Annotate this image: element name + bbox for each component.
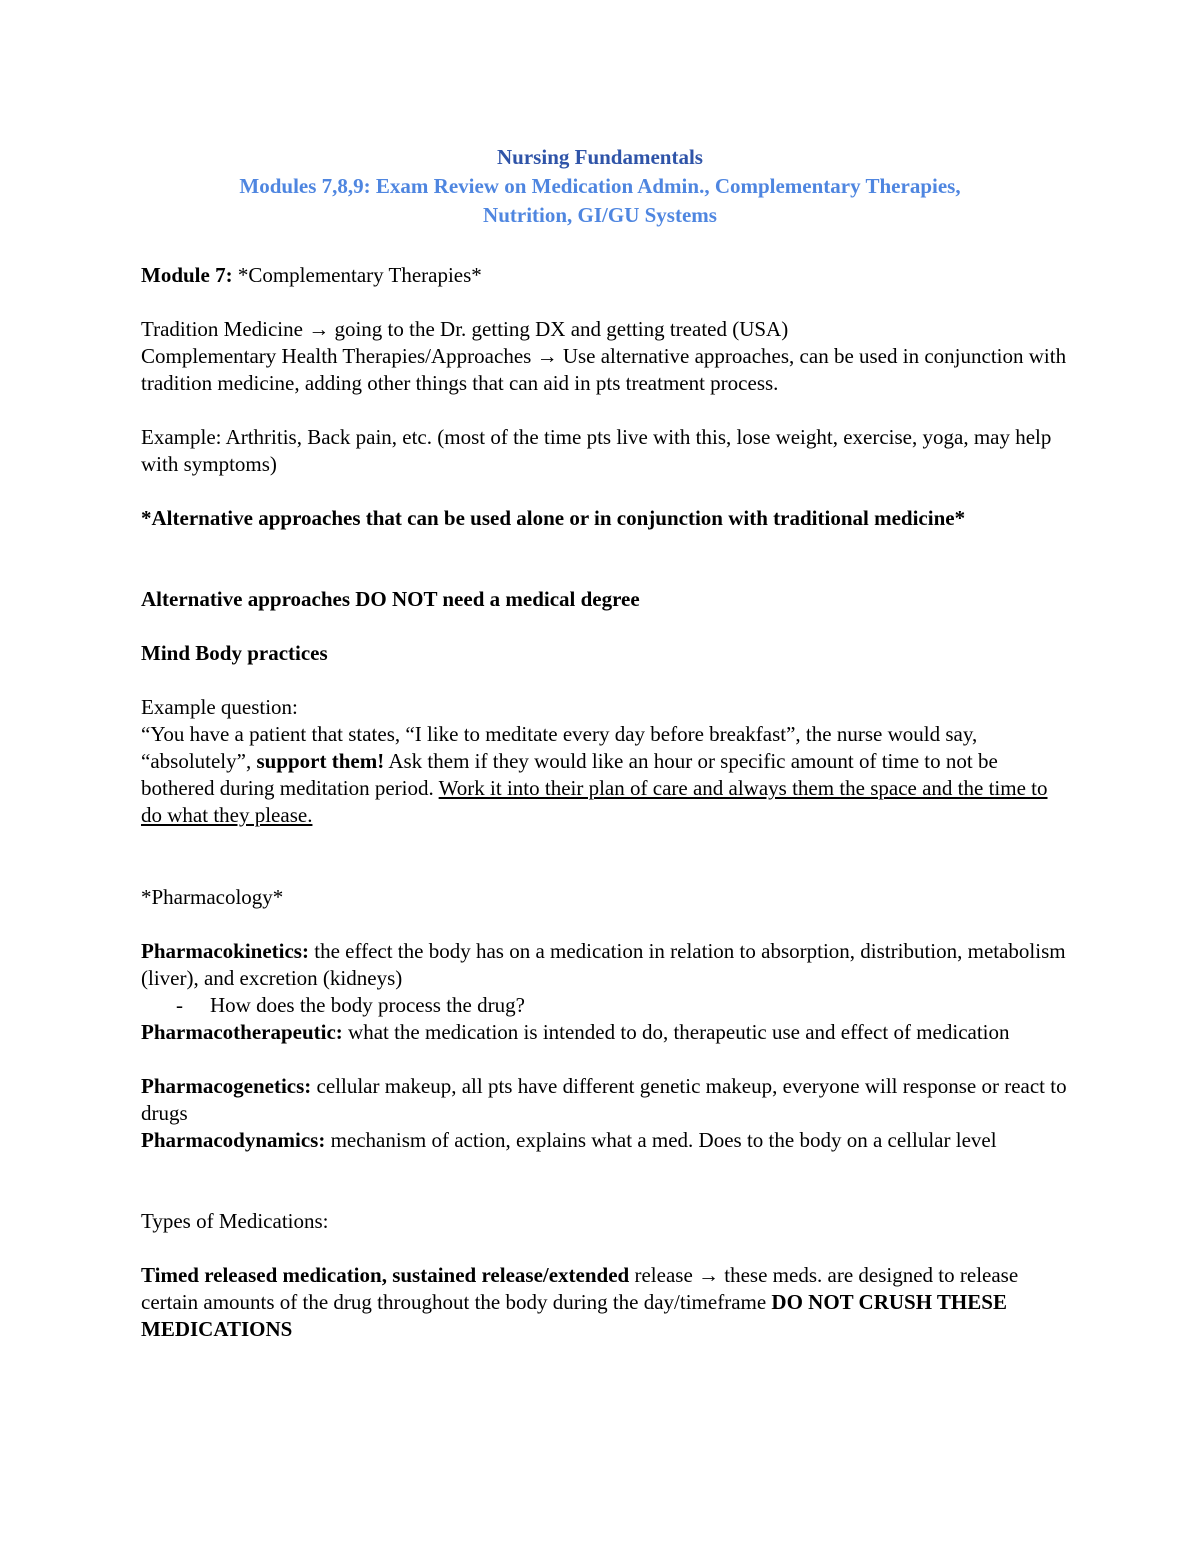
pharmacokinetics-term: Pharmacokinetics:: [141, 939, 309, 963]
example-question-label: Example question:: [141, 695, 298, 719]
plan-of-care-underlined: Work it into their plan of care and always them the space and the time to do what they please.: [141, 776, 1048, 827]
pharmacodynamics-desc: mechanism of action, explains what a med. Does to the body on a cellular level: [325, 1128, 997, 1152]
complementary-term: Complementary Health Therapies/Approaches: [141, 344, 537, 368]
alternative-alone-statement: *Alternative approaches that can be used alone or in conjunction with traditional medicine*: [141, 506, 966, 530]
example-question: [141, 694, 1071, 829]
arrow-right-icon: →: [698, 1263, 720, 1287]
document-title: Nursing Fundamentals: [497, 145, 703, 169]
timed-release-paragraph: [141, 1262, 1071, 1343]
document-subtitle-line1: Modules 7,8,9: Exam Review on Medication Admin., Complementary Therapies,: [239, 174, 961, 198]
pharmacodynamics-term: Pharmacodynamics:: [141, 1128, 326, 1152]
timed-release-term: Timed released medication, sustained release/extended: [141, 1263, 630, 1287]
support-them-emphasis: support them!: [256, 749, 385, 773]
tradition-medicine-paragraph: [141, 316, 1071, 397]
alternative-degree-statement: Alternative approaches DO NOT need a medical degree: [141, 587, 640, 611]
arrow-right-icon: →: [536, 344, 558, 368]
module7-topic: *Complementary Therapies*: [232, 263, 482, 287]
document-subtitle-line2: Nutrition, GI/GU Systems: [483, 203, 717, 227]
do-not-crush-warning: DO NOT CRUSH THESE MEDICATIONS: [141, 1290, 1007, 1341]
example-question-part2: Ask them if they would like an hour or specific amount of time to not be bothered during meditation period.: [141, 749, 998, 800]
timed-release-desc: these meds. are designed to release certain amounts of the drug throughout the body during the day/timeframe: [141, 1263, 1019, 1314]
pharmacogenetics-term: Pharmacogenetics:: [141, 1074, 312, 1098]
tradition-desc: going to the Dr. getting DX and getting treated (USA): [329, 317, 789, 341]
arrow-right-icon: →: [308, 317, 330, 341]
tradition-term: Tradition Medicine: [141, 317, 309, 341]
module7-label: Module 7:: [141, 263, 233, 287]
mind-body-heading: Mind Body practices: [141, 641, 328, 665]
pharmacokinetics-bullet: [176, 992, 525, 1019]
module7-heading: [141, 262, 1071, 289]
complementary-desc: Use alternative approaches, can be used in conjunction with tradition medicine, adding other things that can aid in pts treatment process.: [141, 344, 1067, 395]
pharmacogenetics-definition: [141, 1073, 1071, 1127]
example-question-part1: “You have a patient that states, “I like to meditate every day before breakfast”, the nurse would say, “absolutely”,: [141, 722, 978, 773]
pharmacogenetics-desc: cellular makeup, all pts have different genetic makeup, everyone will response or react to drugs: [141, 1074, 1067, 1125]
pharmacology-heading: *Pharmacology*: [141, 885, 284, 909]
example-arthritis: Example: Arthritis, Back pain, etc. (most of the time pts live with this, lose weight, exercise, yoga, may help with symptoms): [141, 425, 1052, 476]
timed-release-term-rest: release: [629, 1263, 699, 1287]
pharmacotherapeutic-term: Pharmacotherapeutic:: [141, 1020, 343, 1044]
pharmacotherapeutic-desc: what the medication is intended to do, therapeutic use and effect of medication: [342, 1020, 1010, 1044]
pharmacokinetics-definition: [141, 938, 1071, 992]
bullet-dash: -: [176, 993, 183, 1017]
pharmacokinetics-desc: the effect the body has on a medication in relation to absorption, distribution, metabolism (liver), and excretion (kidneys): [141, 939, 1066, 990]
bullet-text: How does the body process the drug?: [210, 993, 525, 1017]
pharmacodynamics-definition: [141, 1127, 1071, 1154]
pharmacotherapeutic-definition: [141, 1019, 1071, 1046]
types-of-medications-label: Types of Medications:: [141, 1209, 329, 1233]
